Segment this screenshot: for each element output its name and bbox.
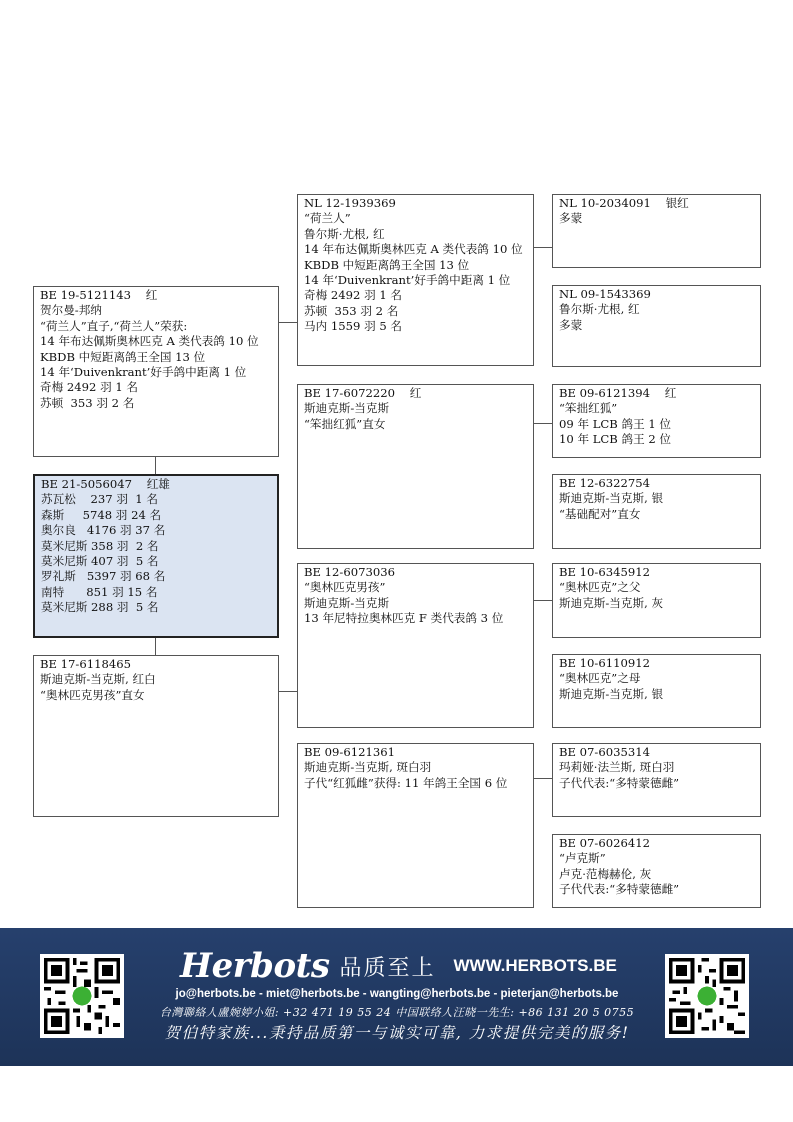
qr-code-icon	[669, 958, 745, 1034]
sds-box	[552, 384, 761, 458]
dds-line: 玛莉娅·法兰斯, 斑白羽	[559, 760, 675, 775]
connector	[278, 691, 298, 692]
dsd-line: “奥林匹克”之母	[559, 671, 641, 686]
dss-box	[552, 563, 761, 638]
ssd-box	[552, 285, 761, 367]
dam-line: BE 17-6118465	[40, 657, 131, 671]
dam-line: 斯迪克斯-当克斯, 红白	[40, 672, 156, 687]
connector	[155, 637, 156, 655]
brand-slogan: 品质至上	[339, 955, 436, 981]
dd-line: 子代“红狐雌”获得: 11 年鸽王全国 6 位	[304, 775, 508, 790]
ss-line: 鲁尔斯·尤根, 红	[304, 226, 385, 241]
footer-banner	[0, 928, 793, 1066]
subject-line: 森斯 5748 羽 24 名	[41, 507, 162, 522]
sss-line: NL 10-2034091 银红	[559, 196, 689, 210]
email-list[interactable]: jo@herbots.be - miet@herbots.be - wangting@herbots.be - pieterjan@herbots.be	[175, 988, 619, 1000]
connector	[533, 778, 553, 779]
dam-dam-box	[297, 743, 534, 908]
ddd-line: BE 07-6026412	[559, 836, 650, 850]
sire-line: 贺尔曼-邦纳	[40, 303, 102, 318]
sds-line: “笨拙红狐”	[559, 401, 618, 416]
ds-line: BE 12-6073036	[304, 565, 395, 579]
dss-line: 斯迪克斯-当克斯, 灰	[559, 595, 664, 610]
ss-line: KBDB 中短距离鸽王全国 13 位	[304, 257, 470, 272]
sds-line: 10 年 LCB 鸽王 2 位	[559, 432, 672, 447]
motto: 贺伯特家族...秉持品质第一与诚实可靠, 力求提供完美的服务!	[164, 1024, 630, 1042]
dsd-line: BE 10-6110912	[559, 656, 650, 670]
dd-line: 斯迪克斯-当克斯, 斑白羽	[304, 760, 432, 775]
ss-line: 奇梅 2492 羽 1 名	[304, 288, 402, 303]
connector	[278, 322, 298, 323]
ss-line: 14 年布达佩斯奥林匹克 A 类代表鸽 10 位	[304, 242, 523, 257]
sdd-line: 斯迪克斯-当克斯, 银	[559, 491, 664, 506]
subject-line: BE 21-5056047 红雄	[41, 477, 170, 491]
sire-line: KBDB 中短距离鸽王全国 13 位	[40, 349, 206, 364]
sire-line: 苏顿 353 羽 2 名	[40, 395, 135, 410]
ds-line: 13 年尼特拉奥林匹克 F 类代表鸽 3 位	[304, 611, 504, 626]
dds-line: 子代代表:“多特蒙德雌”	[559, 775, 680, 790]
connector	[533, 600, 553, 601]
ds-line: “奥林匹克男孩”	[304, 580, 386, 595]
herbots-logo: Herbots	[180, 946, 330, 986]
ss-line: 苏顿 353 羽 2 名	[304, 303, 399, 318]
dss-line: BE 10-6345912	[559, 565, 650, 579]
subject-line: 奥尔良 4176 羽 37 名	[41, 523, 166, 538]
ss-line: 14 年‘Duivenkrant’好手鸽中距离 1 位	[304, 273, 511, 288]
sire-sire-box	[297, 194, 534, 366]
sdd-line: “基础配对”直女	[559, 506, 641, 521]
ssd-line: 多蒙	[559, 317, 583, 332]
dam-line: “奥林匹克男孩”直女	[40, 687, 145, 702]
subject-line: 莫米尼斯 358 羽 2 名	[41, 538, 159, 553]
ssd-line: 鲁尔斯·尤根, 红	[559, 302, 640, 317]
connector	[533, 423, 553, 424]
dam-box	[33, 655, 279, 817]
ddd-line: 子代代表:“多特蒙德雌”	[559, 882, 680, 897]
connector	[155, 456, 156, 474]
sire-line: 14 年‘Duivenkrant’好手鸽中距离 1 位	[40, 365, 247, 380]
sire-dam-box	[297, 384, 534, 549]
sss-line: 多蒙	[559, 211, 583, 226]
contact-phones: 台灣聯絡人盧婉婷小姐: +32 471 19 55 24 中国联络人汪晓一先生: +86 131 20 5 0755	[159, 1006, 635, 1019]
dd-line: BE 09-6121361	[304, 745, 395, 759]
ss-line: 马内 1559 羽 5 名	[304, 319, 402, 334]
website-link[interactable]: WWW.HERBOTS.BE	[453, 956, 617, 975]
sd-line: “笨拙红狐”直女	[304, 416, 386, 431]
sire-line: 奇梅 2492 羽 1 名	[40, 380, 138, 395]
qr-code-left[interactable]	[40, 954, 124, 1038]
dsd-line: 斯迪克斯-当克斯, 银	[559, 686, 664, 701]
ddd-line: 卢克·范梅赫伦, 灰	[559, 866, 652, 881]
sds-line: 09 年 LCB 鸽王 1 位	[559, 416, 672, 431]
sdd-line: BE 12-6322754	[559, 476, 650, 490]
ds-line: 斯迪克斯-当克斯	[304, 595, 390, 610]
sire-line: BE 19-5121143 红	[40, 288, 158, 302]
dds-box	[552, 743, 761, 817]
ss-line: “荷兰人”	[304, 211, 351, 226]
qr-code-right[interactable]	[665, 954, 749, 1038]
subject-box	[33, 474, 279, 638]
sd-line: 斯迪克斯-当克斯	[304, 401, 390, 416]
sire-line: “荷兰人”直子,“荷兰人”荣获:	[40, 318, 188, 333]
brand-row	[180, 946, 620, 986]
sss-box	[552, 194, 761, 268]
sdd-box	[552, 474, 761, 549]
subject-line: 莫米尼斯 288 羽 5 名	[41, 600, 159, 615]
ddd-line: “卢克斯”	[559, 851, 606, 866]
dds-line: BE 07-6035314	[559, 745, 650, 759]
dsd-box	[552, 654, 761, 728]
subject-line: 莫米尼斯 407 羽 5 名	[41, 554, 159, 569]
subject-line: 苏瓦松 237 羽 1 名	[41, 492, 158, 507]
connector	[533, 247, 553, 248]
sd-line: BE 17-6072220 红	[304, 386, 422, 400]
ss-line: NL 12-1939369	[304, 196, 396, 210]
sds-line: BE 09-6121394 红	[559, 386, 677, 400]
wechat-icon	[698, 987, 717, 1006]
sire-box	[33, 286, 279, 457]
dam-sire-box	[297, 563, 534, 728]
subject-line: 南特 851 羽 15 名	[41, 584, 158, 599]
wechat-icon	[73, 987, 92, 1006]
ddd-box	[552, 834, 761, 908]
ssd-line: NL 09-1543369	[559, 287, 651, 301]
sire-line: 14 年布达佩斯奥林匹克 A 类代表鸽 10 位	[40, 334, 259, 349]
dss-line: “奥林匹克”之父	[559, 580, 641, 595]
qr-code-icon	[44, 958, 120, 1034]
subject-line: 罗礼斯 5397 羽 68 名	[41, 569, 166, 584]
